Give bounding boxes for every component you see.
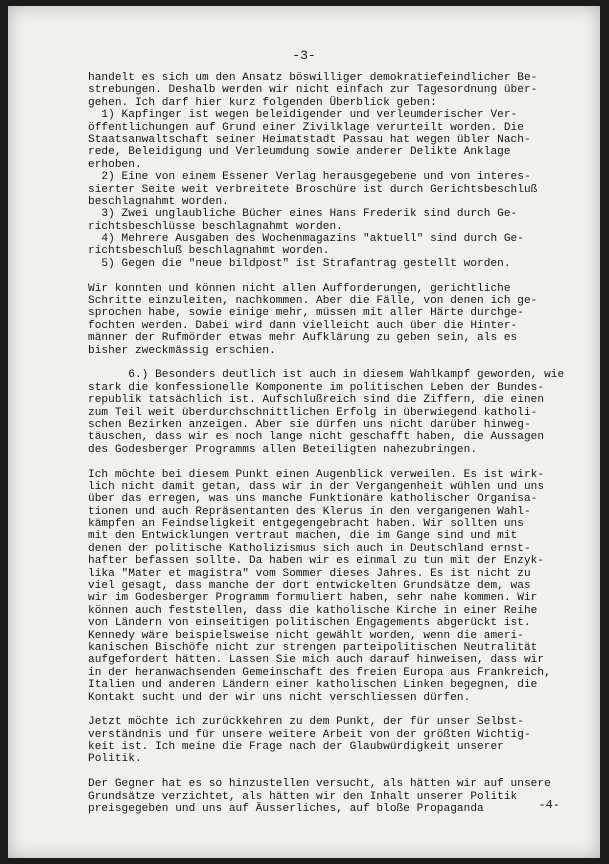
text-line: sierter Seite weit verbreitete Broschüre ist durch Gerichtsbeschluß xyxy=(88,183,538,196)
paragraph xyxy=(88,778,584,815)
text-line: richtsbeschluß beschlagnahmt worden. xyxy=(88,245,330,258)
text-line: Grundsätze verzichtet, als hätten wir den Inhalt unserer Politik xyxy=(88,790,518,803)
text-line: preisgegeben und uns auf Äusserliches, auf bloße Propaganda xyxy=(88,803,484,816)
text-line: täuschen, dass wir es noch lange nicht geschafft haben, die Aussagen xyxy=(88,431,545,444)
text-line: lika "Mater et magistra" vom Sommer dieses Jahres. Es ist nicht zu xyxy=(88,567,531,580)
text-line: stark die konfessionelle Komponente im politischen Leben der Bundes- xyxy=(88,381,545,394)
text-line: Kontakt sucht und der wir uns nicht verschliessen dürfen. xyxy=(88,691,471,704)
text-line: des Godesberger Programms allen Beteiligten nahezubringen. xyxy=(88,443,478,456)
text-line: richtsbeschlüsse beschlagnahmt worden. xyxy=(88,220,343,233)
document-page xyxy=(8,6,600,858)
text-line: gehen. Ich darf hier kurz folgenden Überblick geben: xyxy=(88,96,437,109)
text-line: kämpfen an Feindseligkeit entgegengebracht haben. Wir sollten uns xyxy=(88,518,524,531)
paragraph xyxy=(88,283,584,357)
text-line: männer der Rufmörder etwas mehr Aufklärung zu geben sein, als es xyxy=(88,332,518,345)
paragraph-gap xyxy=(88,270,584,282)
document-body xyxy=(88,72,584,815)
paragraph-gap xyxy=(88,704,584,716)
paragraph xyxy=(88,72,584,270)
text-line: in der heranwachsenden Gemeinschaft des freien Europa aus Frankreich, xyxy=(88,666,551,679)
paragraph-gap xyxy=(88,766,584,778)
paragraph xyxy=(88,716,584,766)
text-line: lich nicht damit getan, dass wir in der Vergangenheit wühlen und uns xyxy=(88,480,545,493)
paragraph-gap xyxy=(88,357,584,369)
text-line: 1) Kapfinger ist wegen beleidigender und verleumderischer Ver- xyxy=(88,109,518,122)
text-line: wir im Godesberger Programm formuliert haben, sehr nahe kommen. Wir xyxy=(88,592,538,605)
text-line: aufgefordert hätten. Lassen Sie mich auch darauf hinweisen, dass wir xyxy=(88,654,545,667)
text-line: über das erregen, was uns manche Funktionäre katholischer Organisa- xyxy=(88,493,538,506)
text-line: Schritte einzuleiten, nachkommen. Aber die Fälle, von denen ich ge- xyxy=(88,295,538,308)
text-line: Jetzt möchte ich zurückkehren zu dem Punkt, der für unser Selbst- xyxy=(88,716,524,729)
text-line: Ich möchte bei diesem Punkt einen Augenblick verweilen. Es ist wirk- xyxy=(88,468,545,481)
paragraph-gap xyxy=(88,456,584,468)
text-line: kanischen Bischöfe nicht zur strengen parteipolitischen Neutralität xyxy=(88,641,538,654)
text-line: mit den Entwicklungen vertraut machen, die im Gange sind und mit xyxy=(88,530,518,543)
text-line: schen Bezirken anzeigen. Aber sie dürfen uns nicht darüber hinweg- xyxy=(88,418,531,431)
text-line: tionen und auch Repräsentanten des Klerus in den vergangenen Wahl- xyxy=(88,505,531,518)
text-line: Der Gegner hat es so hinzustellen versucht, als hätten wir auf unsere xyxy=(88,778,551,791)
text-line: Kennedy wäre beispielsweise nicht gewählt worden, wenn die ameri- xyxy=(88,629,524,642)
text-line: erhoben. xyxy=(88,158,142,171)
page-number-bottom: -4- xyxy=(538,798,560,812)
text-line: strebungen. Deshalb werden wir nicht einfach zur Tagesordnung über- xyxy=(88,84,538,97)
text-line: denen der politische Katholizismus sich auch in Deutschland ernst- xyxy=(88,542,531,555)
text-line: rede, Beleidigung und Verleumdung sowie anderer Delikte Anklage xyxy=(88,146,511,159)
text-line: Staatsanwaltschaft seiner Heimatstadt Passau hat wegen übler Nach- xyxy=(88,133,531,146)
text-line: beschlagnahmt worden. xyxy=(88,195,229,208)
text-line: Politik. xyxy=(88,753,142,766)
text-line: fochten werden. Dabei wird dann vielleicht auch über die Hinter- xyxy=(88,319,518,332)
text-line: handelt es sich um den Ansatz böswilliger demokratiefeindlicher Be- xyxy=(88,72,538,84)
text-line: verständnis und für unsere weitere Arbeit von der größten Wichtig- xyxy=(88,728,531,741)
text-line: 3) Zwei unglaubliche Bücher eines Hans Frederik sind durch Ge- xyxy=(88,208,518,221)
text-line: können auch feststellen, dass die katholische Kirche in einer Reihe xyxy=(88,604,538,617)
text-line: 4) Mehrere Ausgaben des Wochenmagazins "aktuell" sind durch Ge- xyxy=(88,233,524,246)
text-line: Italien und anderen Ländern einer katholischen Linken begegnen, die xyxy=(88,679,538,692)
text-line: 5) Gegen die "neue bildpost" ist Strafantrag gestellt worden. xyxy=(88,257,511,270)
text-line: zum Teil weit überdurchschnittlichen Erfolg in überwiegend katholi- xyxy=(88,406,538,419)
text-line: 2) Eine von einem Essener Verlag herausgegebene und von interes- xyxy=(88,171,531,184)
text-line: republik tatsächlich ist. Aufschlußreich sind die Ziffern, die einen xyxy=(88,394,545,407)
text-line: von Ländern von einseitigen politischen Engagements abgerückt ist. xyxy=(88,617,531,630)
paragraph xyxy=(88,469,584,704)
text-line: Wir konnten und können nicht allen Aufforderungen, gerichtliche xyxy=(88,282,511,295)
text-line: öffentlichungen auf Grund einer Zivilklage verurteilt worden. Die xyxy=(88,121,524,134)
paragraph xyxy=(88,369,584,456)
text-line: keit ist. Ich meine die Frage nach der Glaubwürdigkeit unserer xyxy=(88,741,504,754)
text-line: sprochen habe, sowie einige mehr, müssen mit aller Härte durchge- xyxy=(88,307,524,320)
text-line: 6.) Besonders deutlich ist auch in diesem Wahlkampf geworden, wie xyxy=(88,369,565,382)
text-line: viel gesagt, dass manche der dort entwickelten Grundsätze dem, was xyxy=(88,580,531,593)
text-line: hafter befassen sollte. Da haben wir es einmal zu tun mit der Enzyk- xyxy=(88,555,545,568)
text-line: bisher zweckmässig erschien. xyxy=(88,344,276,357)
page-number-top: -3- xyxy=(292,48,316,63)
